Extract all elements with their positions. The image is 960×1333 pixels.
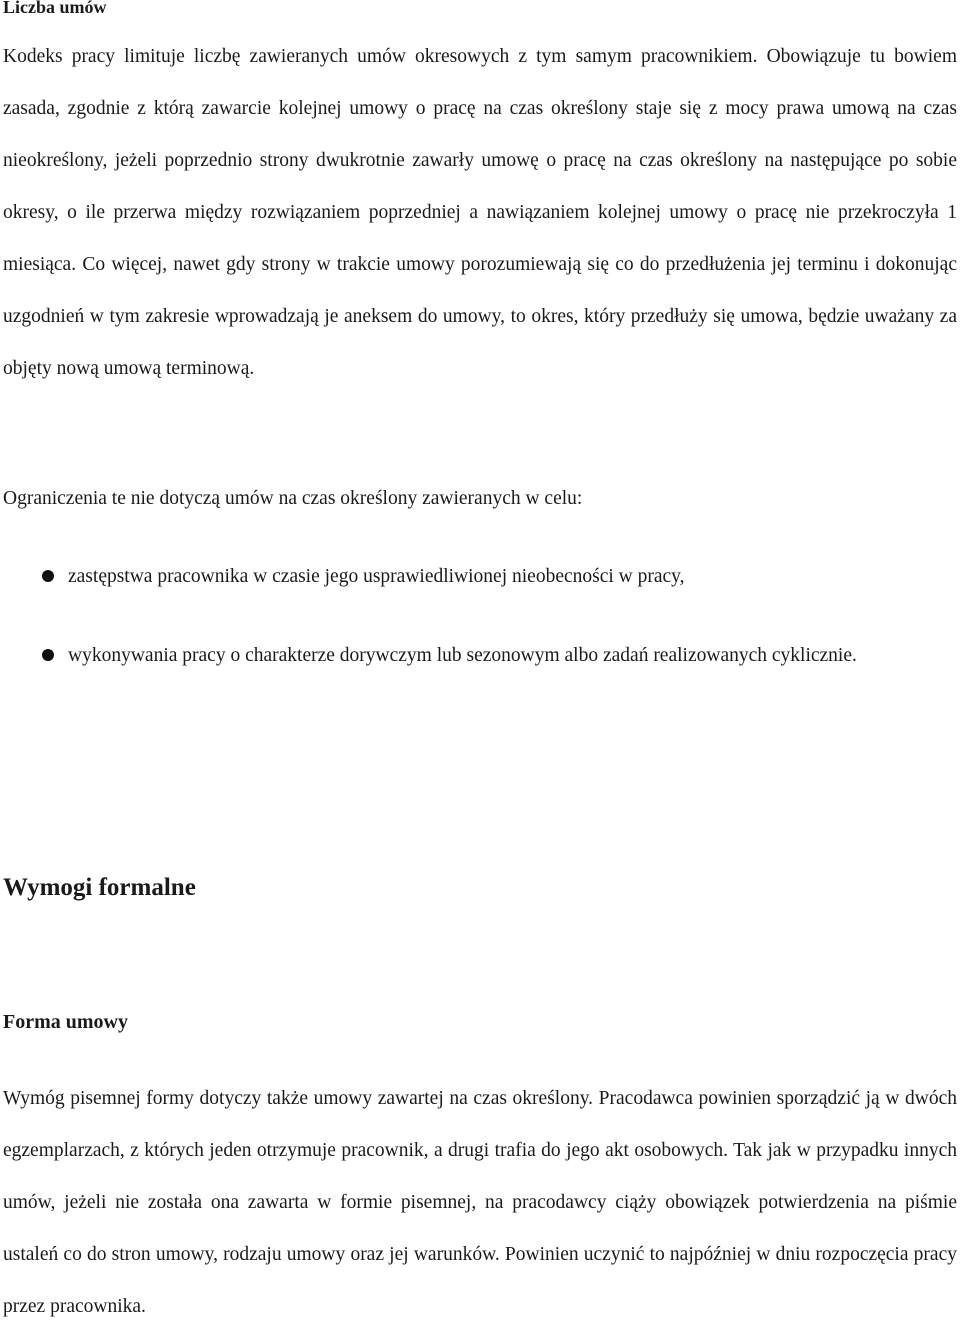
paragraph-exceptions-intro: Ograniczenia te nie dotyczą umów na czas określony zawieranych w celu: bbox=[3, 488, 583, 509]
bullet-dot-icon bbox=[42, 649, 54, 661]
list-item bbox=[0, 630, 957, 682]
list-item-text: zastępstwa pracownika w czasie jego usprawiedliwionej nieobecności w pracy, bbox=[68, 566, 685, 587]
section-title: Liczba umów bbox=[3, 0, 107, 17]
bullet-dot-icon bbox=[42, 570, 54, 582]
list-item bbox=[0, 551, 957, 603]
heading-contract-form: Forma umowy bbox=[3, 1011, 128, 1033]
exceptions-list bbox=[0, 551, 960, 682]
list-item-text: wykonywania pracy o charakterze dorywczym lub sezonowym albo zadań realizowanych cyklicznie. bbox=[68, 645, 857, 666]
paragraph-contract-limit: Kodeks pracy limituje liczbę zawieranych umów okresowych z tym samym pracownikiem. Obowiązuje tu bowiem zasada, zgodnie z którą zawarcie kolejnej umowy o pracę na czas określony staje się z mocy prawa umową na czas nieokreślony, jeżeli poprzednio strony dwukrotnie zawarły umowę o pracę na czas określony na następujące po sobie okresy, o ile przerwa między rozwiązaniem poprzedniej a nawiązaniem kolejnej umowy o pracę nie przekroczyła 1 miesiąca. Co więcej, nawet gdy strony w trakcie umowy porozumiewają się co do przedłużenia jej terminu i dokonując uzgodnień w tym zakresie wprowadzają je aneksem do umowy, to okres, który przedłuży się umowa, będzie uważany za objęty nową umową terminową. bbox=[3, 46, 957, 379]
heading-formal-requirements: Wymogi formalne bbox=[3, 874, 196, 901]
paragraph-written-form: Wymóg pisemnej formy dotyczy także umowy zawartej na czas określony. Pracodawca powinien sporządzić ją w dwóch egzemplarzach, z których jeden otrzymuje pracownik, a drugi trafia do jego akt osobowych. Tak jak w przypadku innych umów, jeżeli nie została ona zawarta w formie pisemnej, na pracodawcy ciąży obowiązek potwierdzenia na piśmie ustaleń co do stron umowy, rodzaju umowy oraz jej warunków. Powinien uczynić to najpóźniej w dniu rozpoczęcia pracy przez pracownika. bbox=[3, 1088, 957, 1317]
